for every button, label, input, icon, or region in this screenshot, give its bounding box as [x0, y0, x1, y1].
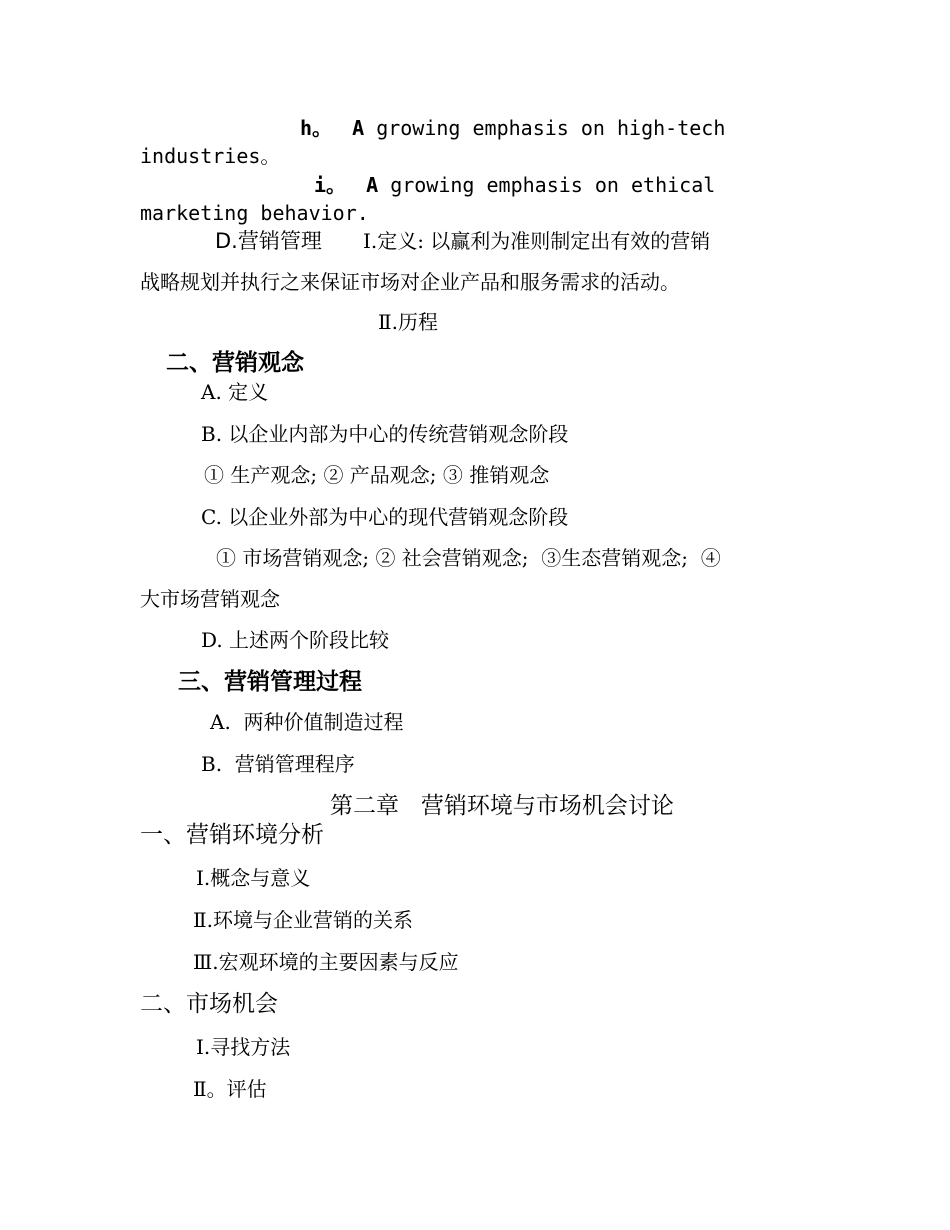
section-2-c: C. 以企业外部为中心的现代营销观念阶段	[201, 505, 569, 529]
section-2-d: D. 上述两个阶段比较	[201, 628, 390, 652]
section-3-a: A. 两种价值制造过程	[210, 710, 404, 734]
section-d-line	[215, 231, 710, 252]
section-3-heading: 三、营销管理过程	[178, 669, 362, 695]
chapter-section-2-i: Ⅰ.寻找方法	[196, 1035, 291, 1059]
chapter-section-1-heading: 一、营销环境分析	[140, 822, 324, 848]
section-2-b-items: ① 生产观念; ② 产品观念; ③ 推销观念	[204, 463, 550, 487]
chapter-title: 第二章 营销环境与市场机会讨论	[330, 793, 674, 819]
item-i-continuation: marketing behavior.	[140, 201, 369, 225]
section-d-history: Ⅱ.历程	[378, 310, 438, 334]
item-h-marker: h。	[300, 116, 333, 140]
section-2-c-items: ① 市场营销观念; ② 社会营销观念; ③生态营销观念; ④	[216, 546, 721, 570]
item-i-text-rest: growing emphasis on ethical	[390, 173, 716, 197]
item-i-marker: i。	[314, 173, 347, 197]
section-2-c-items-cont: 大市场营销观念	[140, 587, 280, 611]
chapter-section-1-iii: Ⅲ.宏观环境的主要因素与反应	[193, 950, 459, 974]
section-2-heading: 二、营销观念	[166, 350, 304, 376]
section-2-b: B. 以企业内部为中心的传统营销观念阶段	[201, 422, 569, 446]
item-i-line: i。 A growing emphasis on ethical	[314, 173, 716, 197]
chapter-section-1-ii: Ⅱ.环境与企业营销的关系	[193, 908, 413, 932]
section-3-b: B. 营销管理程序	[201, 752, 355, 776]
chapter-section-2-ii: Ⅱ。评估	[193, 1077, 267, 1101]
section-d-definition-cont: 战略规划并执行之来保证市场对企业产品和服务需求的活动。	[140, 270, 680, 294]
section-d-definition: Ⅰ.定义: 以赢利为准则制定出有效的营销	[362, 229, 711, 253]
section-d-label: D.营销管理	[215, 229, 322, 253]
item-h-continuation: industries。	[140, 144, 281, 168]
chapter-section-2-heading: 二、市场机会	[140, 991, 278, 1017]
chapter-section-1-i: Ⅰ.概念与意义	[196, 866, 311, 890]
item-h-text-rest: growing emphasis on high-tech	[376, 116, 726, 140]
item-h-line: h。 A growing emphasis on high-tech	[300, 116, 726, 140]
section-2-a: A. 定义	[201, 380, 269, 404]
